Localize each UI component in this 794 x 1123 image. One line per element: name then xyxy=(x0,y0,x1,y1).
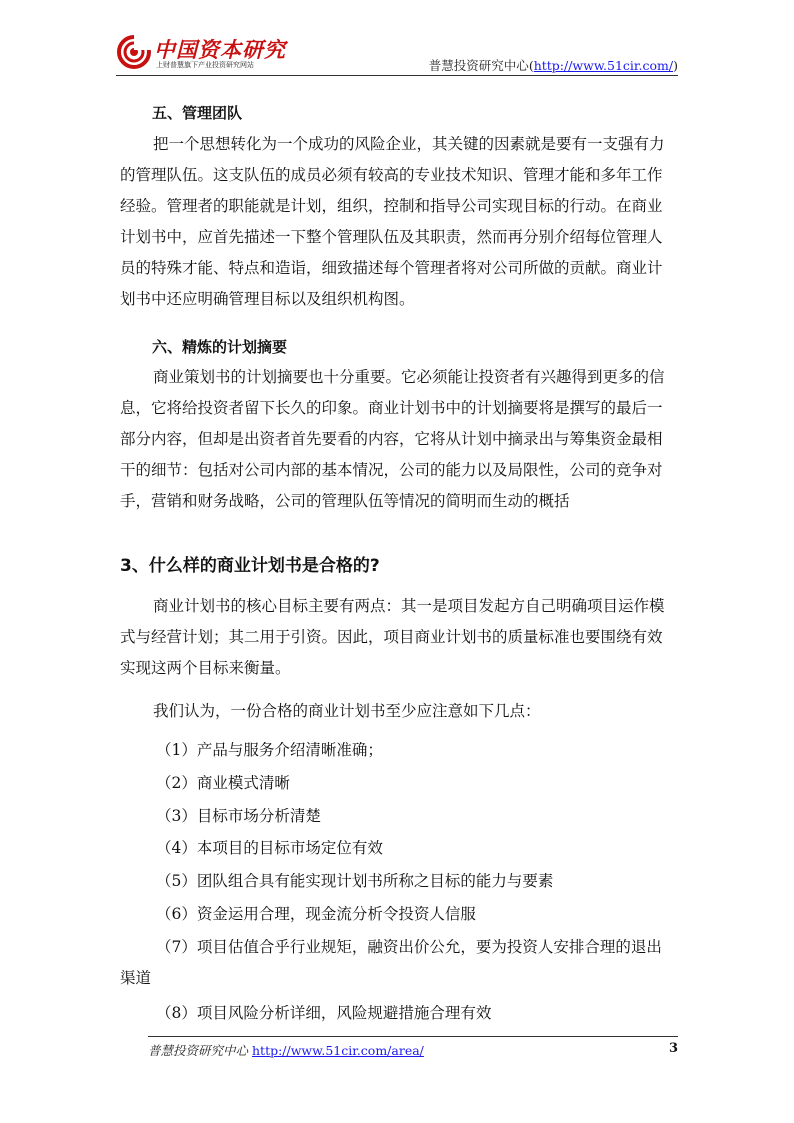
logo-swirl-icon xyxy=(116,32,156,72)
section-heading-qualified-plan: 3、什么样的商业计划书是合格的? xyxy=(120,556,380,576)
text-line: 部分内容，但却是出资者首先要看的内容，它将从计划中摘录出与筹集资金最相 xyxy=(120,430,663,448)
text-line: 的管理队伍。这支队伍的成员必须有较高的专业技术知识、管理才能和多年工作 xyxy=(120,166,663,184)
footer-org-name: 普慧投资研究中心 xyxy=(148,1043,249,1058)
text-line: 手，营销和财务战略，公司的管理队伍等情况的简明而生动的概括 xyxy=(120,492,570,510)
site-logo xyxy=(116,32,286,72)
text-line: 经验。管理者的职能就是计划，组织，控制和指导公司实现目标的行动。在商业 xyxy=(120,197,663,215)
footer-url-link[interactable]: http://www.51cir.com/area/ xyxy=(252,1043,424,1058)
text-line: 划书中还应明确管理目标以及组织机构图。 xyxy=(120,290,415,308)
list-item: （2）商业模式清晰 xyxy=(156,774,290,792)
page-number: 3 xyxy=(668,1041,678,1056)
paragraph-plan-summary xyxy=(120,362,676,517)
paragraph-lead xyxy=(120,696,676,727)
text-line: 实现这两个目标来衡量。 xyxy=(120,659,291,677)
list-item: （8）项目风险分析详细，风险规避措施合理有效 xyxy=(156,1004,492,1022)
text-line: 把一个思想转化为一个成功的风险企业，其关键的因素就是要有一支强有力 xyxy=(153,135,665,153)
section-heading-management-team: 五、管理团队 xyxy=(152,104,243,122)
logo-subtitle: 上财普慧旗下产业投资研究网站 xyxy=(156,61,254,69)
list-item: （6）资金运用合理，现金流分析令投资人信服 xyxy=(156,905,476,923)
paragraph-core-goals xyxy=(120,591,676,684)
list-item: （4）本项目的目标市场定位有效 xyxy=(156,839,383,857)
list-item: （3）目标市场分析清楚 xyxy=(156,807,321,825)
page-footer xyxy=(148,1036,678,1060)
text-line: 员的特殊才能、特点和造诣，细致描述每个管理者将对公司所做的贡献。商业计 xyxy=(120,259,663,277)
text-line: 我们认为，一份合格的商业计划书至少应注意如下几点： xyxy=(153,702,541,720)
text-line: 商业策划书的计划摘要也十分重要。它必须能让投资者有兴趣得到更多的信 xyxy=(153,368,665,386)
list-item: （1）产品与服务介绍清晰准确； xyxy=(156,741,383,759)
logo-text: 中国资本研究 xyxy=(154,37,286,62)
footer-divider xyxy=(148,1036,678,1037)
list-item: （5）团队组合具有能实现计划书所称之目标的能力与要素 xyxy=(156,872,554,890)
header-source xyxy=(429,56,678,74)
text-line: 商业计划书的核心目标主要有两点：其一是项目发起方自己明确项目运作模 xyxy=(153,597,665,615)
header-url-link[interactable]: http://www.51cir.com/ xyxy=(533,58,674,73)
footer-source xyxy=(148,1041,424,1059)
list-item-continuation: 渠道 xyxy=(120,969,152,987)
section-heading-plan-summary: 六、精炼的计划摘要 xyxy=(152,338,288,356)
text-line: 计划书中，应首先描述一下整个管理队伍及其职责，然而再分别介绍每位管理人 xyxy=(120,228,663,246)
header-divider xyxy=(116,75,678,76)
text-line: 干的细节：包括对公司内部的基本情况，公司的能力以及局限性，公司的竞争对 xyxy=(120,461,663,479)
header-close-paren: ) xyxy=(673,58,678,73)
paragraph-management-team xyxy=(120,129,676,315)
list-item: （7）项目估值合乎行业规矩，融资出价公允，要为投资人安排合理的退出 xyxy=(156,938,662,956)
header-org-name: 普慧投资研究中心 xyxy=(428,58,529,73)
text-line: 息，它将给投资者留下长久的印象。商业计划书中的计划摘要将是撰写的最后一 xyxy=(120,399,663,417)
text-line: 式与经营计划；其二用于引资。因此，项目商业计划书的质量标准也要围绕有效 xyxy=(120,628,663,646)
header-open-paren: ( xyxy=(528,58,534,73)
page-header xyxy=(116,30,678,76)
